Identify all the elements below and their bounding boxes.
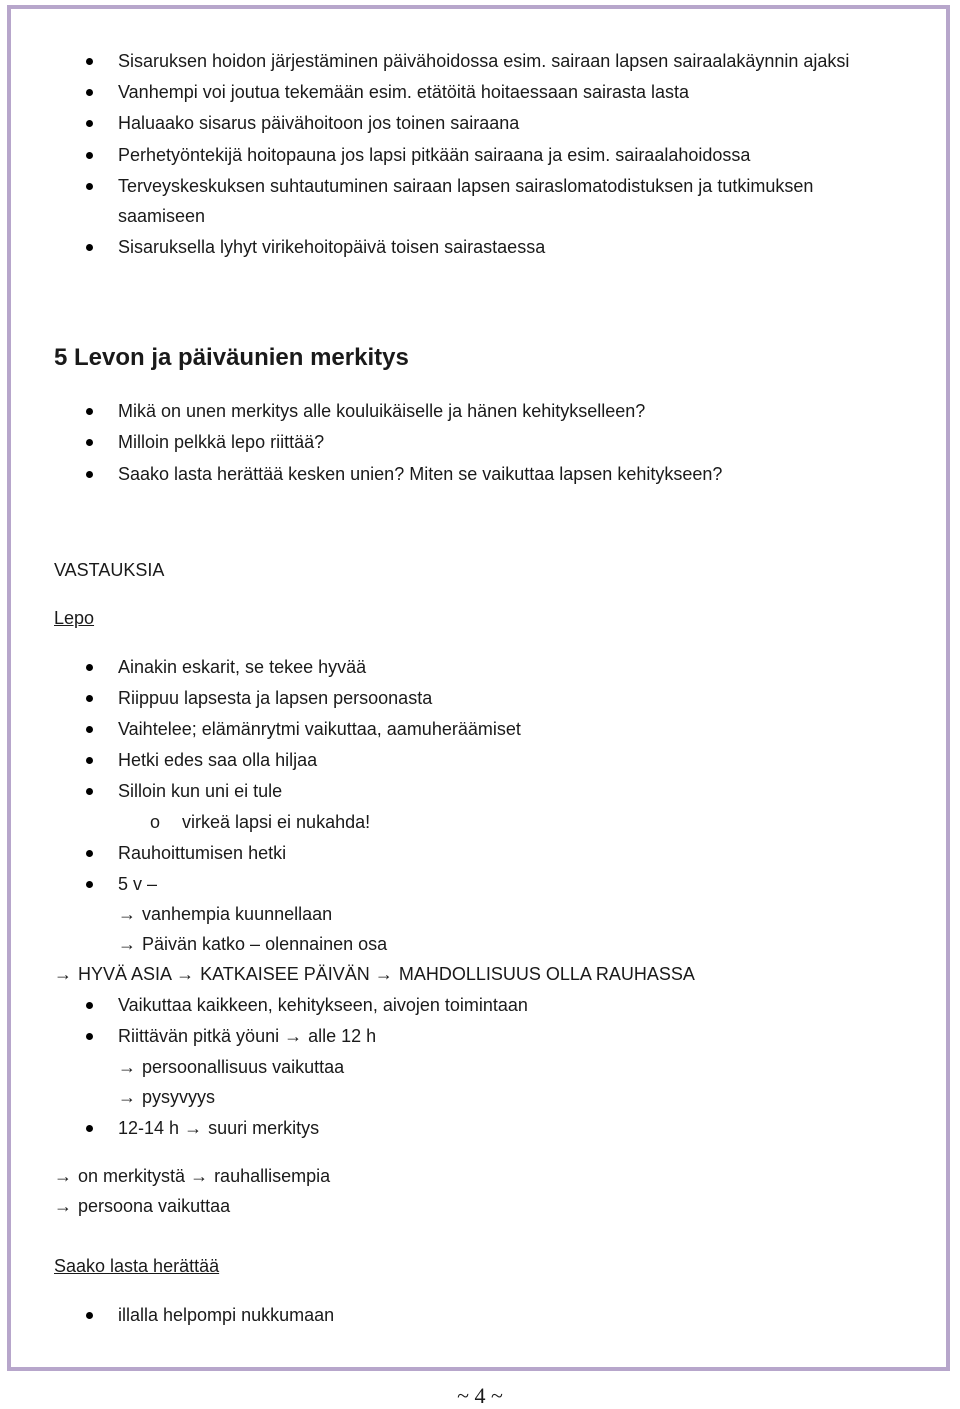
answer-item: illalla helpompi nukkumaan: [118, 1305, 335, 1325]
bullet-icon: [86, 1125, 93, 1132]
section-heading: 5 Levon ja päiväunien merkitys: [54, 344, 409, 371]
list-item-continuation: saamiseen: [118, 206, 206, 226]
answer-item-text: suuri merkitys: [208, 1118, 320, 1138]
arrow-right-icon: →: [54, 1166, 72, 1186]
bullet-icon: [86, 881, 93, 888]
arrow-line-text: KATKAISEE PÄIVÄN: [200, 964, 370, 984]
list-item: Sisaruksella lyhyt virikehoitopäivä toisen sairastaessa: [118, 237, 546, 257]
question-item: Milloin pelkkä lepo riittää?: [118, 432, 325, 452]
answer-item: Ainakin eskarit, se tekee hyvää: [118, 657, 367, 677]
arrow-item-text: vanhempia kuunnellaan: [142, 904, 333, 924]
bullet-icon: [86, 408, 93, 415]
lepo-heading: Lepo: [54, 608, 95, 628]
answer-item-text: Riittävän pitkä yöuni: [118, 1026, 280, 1046]
arrow-right-icon: →: [54, 964, 72, 984]
page-number: ~ 4 ~: [457, 1383, 503, 1408]
bullet-icon: [86, 244, 93, 251]
answer-item-text: alle 12 h: [308, 1026, 377, 1046]
answer-item: [118, 1116, 319, 1140]
arrow-item: [118, 1055, 344, 1079]
arrow-line-text: persoona vaikuttaa: [78, 1196, 231, 1216]
answer-item: 5 v –: [118, 874, 158, 894]
arrow-line-text: MAHDOLLISUUS OLLA RAUHASSA: [398, 964, 695, 984]
answer-item-text: 12-14 h: [118, 1118, 180, 1138]
answer-item: [118, 1024, 376, 1048]
question-item: Mikä on unen merkitys alle kouluikäiselle ja hänen kehitykselleen?: [118, 401, 646, 421]
question-item: Saako lasta herättää kesken unien? Miten se vaikuttaa lapsen kehitykseen?: [118, 464, 723, 484]
answer-item: Riippuu lapsesta ja lapsen persoonasta: [118, 688, 433, 708]
bullet-icon: [86, 471, 93, 478]
arrow-right-icon: →: [118, 904, 136, 924]
bullet-icon: [86, 1002, 93, 1009]
arrow-line-text: rauhallisempia: [214, 1166, 331, 1186]
sub-item: virkeä lapsi ei nukahda!: [182, 812, 371, 832]
arrow-right-icon: →: [118, 1087, 136, 1107]
arrow-line-text: HYVÄ ASIA: [78, 964, 172, 984]
bullet-icon: [86, 183, 93, 190]
saako-heading: Saako lasta herättää: [54, 1256, 220, 1276]
bullet-icon: [86, 726, 93, 733]
arrow-line-text: on merkitystä: [78, 1166, 186, 1186]
bullet-icon: [86, 850, 93, 857]
bullet-icon: [86, 439, 93, 446]
answer-item: Vaikuttaa kaikkeen, kehitykseen, aivojen toimintaan: [118, 995, 528, 1015]
arrow-right-icon: →: [184, 1118, 203, 1138]
arrow-item: [118, 932, 387, 956]
answer-item: Hetki edes saa olla hiljaa: [118, 750, 318, 770]
arrow-item: [118, 1085, 215, 1109]
answer-item: Vaihtelee; elämänrytmi vaikuttaa, aamuheräämiset: [118, 719, 521, 739]
bullet-icon: [86, 757, 93, 764]
bullet-icon: [86, 664, 93, 671]
list-item: Perhetyöntekijä hoitopauna jos lapsi pitkään sairaana ja esim. sairaalahoidossa: [118, 145, 751, 165]
arrow-right-icon: →: [176, 964, 195, 984]
bullet-icon: [86, 152, 93, 159]
bullet-icon: [86, 58, 93, 65]
list-item: Terveyskeskuksen suhtautuminen sairaan lapsen sairaslomatodistuksen ja tutkimuksen: [118, 176, 814, 196]
answer-item: Rauhoittumisen hetki: [118, 843, 287, 863]
arrow-right-icon: →: [118, 1057, 136, 1077]
answer-item: Silloin kun uni ei tule: [118, 781, 283, 801]
sub-bullet-marker: o: [150, 812, 161, 832]
list-item: Vanhempi voi joutua tekemään esim. etätöitä hoitaessaan sairasta lasta: [118, 82, 689, 102]
bullet-icon: [86, 695, 93, 702]
list-item: Sisaruksen hoidon järjestäminen päivähoidossa esim. sairaan lapsen sairaalakäynnin ajaksi: [118, 51, 850, 71]
arrow-item-text: Päivän katko – olennainen osa: [142, 934, 388, 954]
arrow-right-icon: →: [118, 934, 136, 954]
bullet-icon: [86, 1033, 93, 1040]
arrow-item-text: pysyvyys: [142, 1087, 216, 1107]
bullet-icon: [86, 89, 93, 96]
bullet-icon: [86, 120, 93, 127]
arrow-right-icon: →: [374, 964, 393, 984]
arrow-right-icon: →: [190, 1166, 209, 1186]
arrow-item: [118, 902, 332, 926]
answers-heading: VASTAUKSIA: [54, 560, 165, 580]
arrow-line-hyva: [54, 962, 695, 986]
arrow-line: [54, 1164, 330, 1188]
bullet-icon: [86, 788, 93, 795]
arrow-right-icon: →: [284, 1026, 303, 1046]
arrow-line: [54, 1194, 230, 1218]
bullet-icon: [86, 1312, 93, 1319]
list-item: Haluaako sisarus päivähoitoon jos toinen sairaana: [118, 113, 520, 133]
arrow-right-icon: →: [54, 1196, 72, 1216]
arrow-item-text: persoonallisuus vaikuttaa: [142, 1057, 345, 1077]
